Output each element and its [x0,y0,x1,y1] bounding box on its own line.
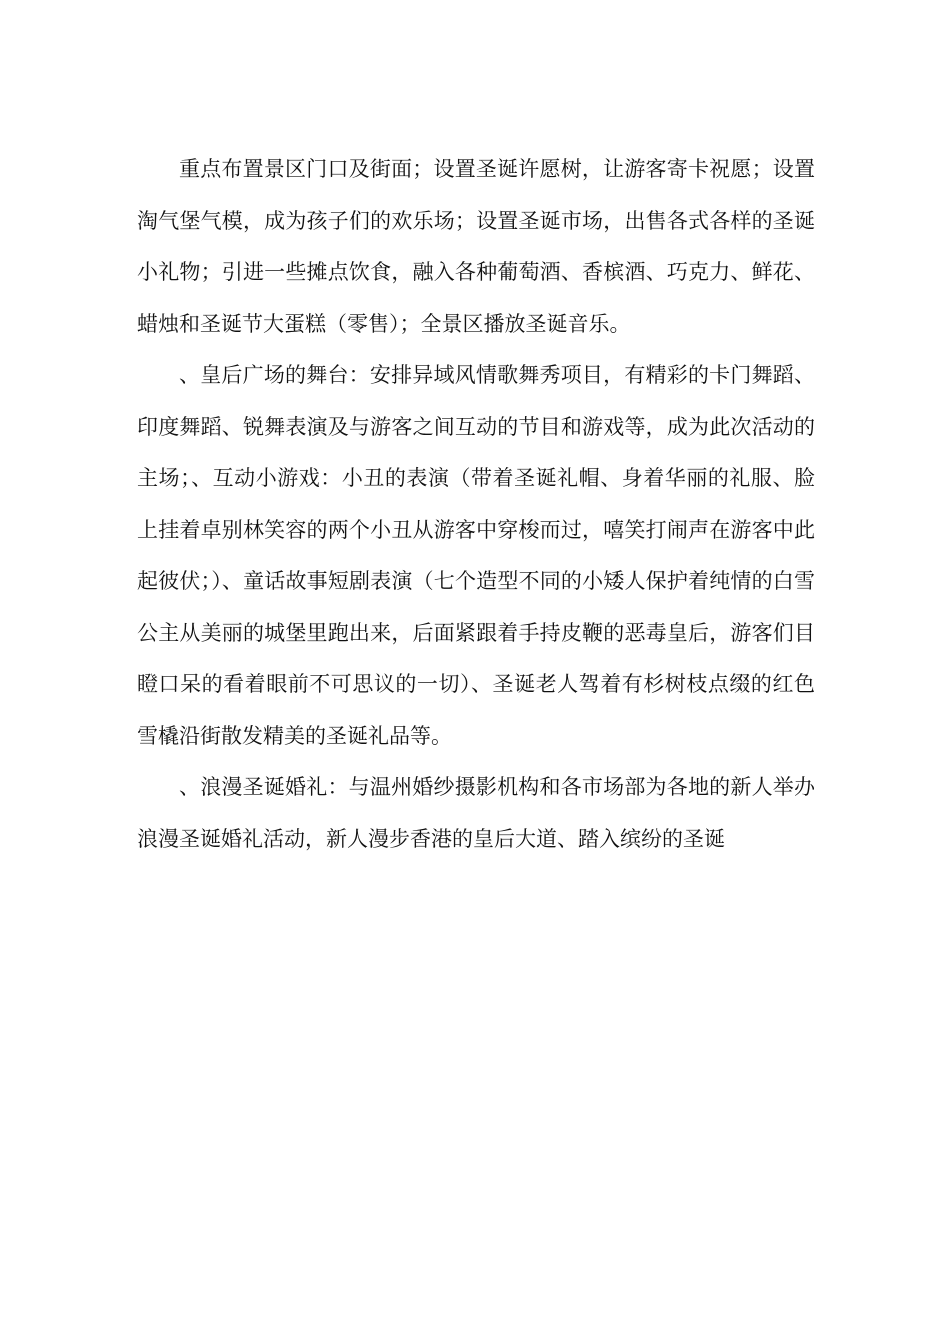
paragraph-decoration-plan: 重点布置景区门口及街面；设置圣诞许愿树，让游客寄卡祝愿；设置淘气堡气模，成为孩子们的欢乐场；设置圣诞市场，出售各式各样的圣诞小礼物；引进一些摊点饮食，融入各种葡萄酒、香槟酒、巧克力、鲜花、蜡烛和圣诞节大蛋糕（零售）；全景区播放圣诞音乐。 [137,157,815,336]
document-body [137,144,815,865]
paragraph-stage-performances: 、皇后广场的舞台：安排异域风情歌舞秀项目，有精彩的卡门舞蹈、印度舞蹈、锐舞表演及与游客之间互动的节目和游戏等，成为此次活动的主场；、互动小游戏：小丑的表演（带着圣诞礼帽、身着华丽的礼服、脸上挂着卓别林笑容的两个小丑从游客中穿梭而过，嘻笑打闹声在游客中此起彼伏；）、童话故事短剧表演（七个造型不同的小矮人保护着纯情的白雪公主从美丽的城堡里跑出来，后面紧跟着手持皮鞭的恶毒皇后，游客们目瞪口呆的看着眼前不可思议的一切）、圣诞老人驾着有杉树枝点缀的红色雪橇沿街散发精美的圣诞礼品等。 [137,363,815,748]
paragraph-christmas-wedding: 、浪漫圣诞婚礼：与温州婚纱摄影机构和各市场部为各地的新人举办浪漫圣诞婚礼活动，新人漫步香港的皇后大道、踏入缤纷的圣诞 [137,775,815,851]
